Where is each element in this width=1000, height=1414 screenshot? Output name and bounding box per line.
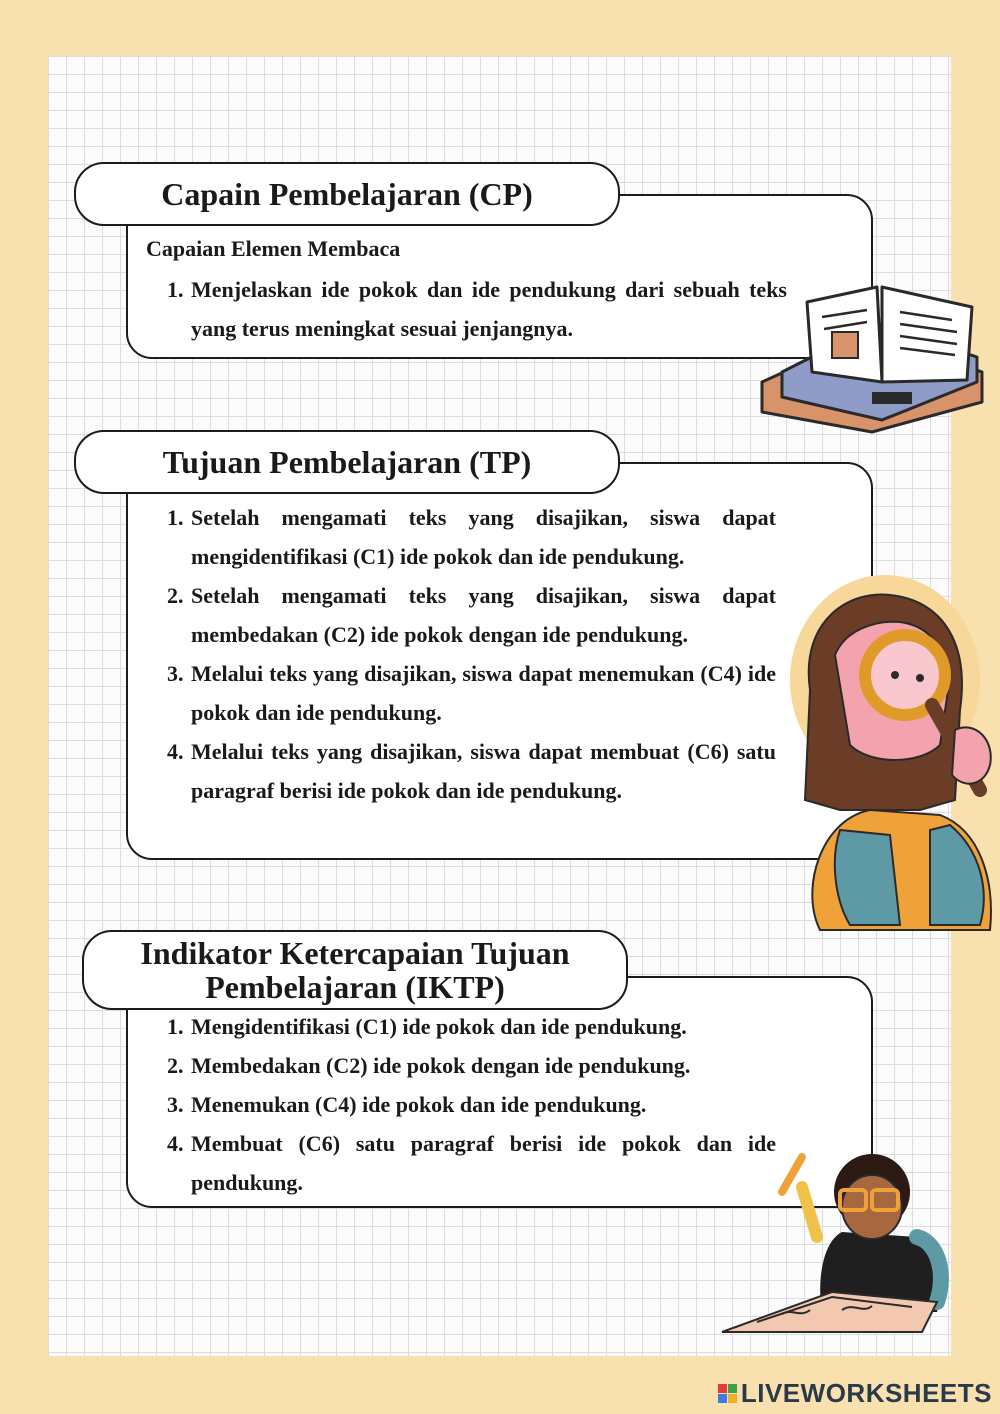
list-item: 2. Membedakan (C2) ide pokok dengan ide pendukung.	[167, 1053, 691, 1078]
tp-title-tag	[74, 430, 620, 494]
list-item: 1. Mengidentifikasi (C1) ide pokok dan ide pendukung.	[167, 1014, 687, 1039]
list-item: 1. Setelah mengamati teks yang disajikan, siswa dapat mengidentifikasi (C1) ide pokok dan ide pendukung.	[167, 505, 776, 569]
cp-title-tag	[74, 162, 620, 226]
brand-label: LIVEWORKSHEETS	[740, 1377, 992, 1408]
girl-magnifier-illustration	[780, 560, 1000, 930]
list-item: 2. Setelah mengamati teks yang disajikan, siswa dapat membedakan (C2) ide pokok dengan ide pendukung.	[167, 583, 776, 647]
list-item: 4. Melalui teks yang disajikan, siswa dapat membuat (C6) satu paragraf berisi ide pokok dan ide pendukung.	[167, 739, 776, 803]
books-illustration	[752, 262, 992, 432]
liveworksheets-brand[interactable]	[718, 1378, 992, 1408]
list-item: 3. Melalui teks yang disajikan, siswa dapat menemukan (C4) ide pokok dan ide pendukung.	[167, 661, 776, 725]
tp-title: Tujuan Pembelajaran (TP)	[162, 443, 532, 480]
boy-reading-illustration	[722, 1132, 952, 1332]
liveworksheets-logo-icon	[718, 1384, 737, 1403]
iktp-title-line1: Indikator Ketercapaian Tujuan	[140, 935, 570, 971]
list-item: 1. Menjelaskan ide pokok dan ide pendukung dari sebuah teks yang terus meningkat sesuai jenjangnya.	[167, 277, 787, 341]
iktp-title-tag	[82, 930, 628, 1010]
cp-title: Capain Pembelajaran (CP)	[161, 175, 533, 212]
cp-list	[167, 270, 787, 348]
list-item: 4. Membuat (C6) satu paragraf berisi ide pokok dan ide pendukung.	[167, 1131, 776, 1195]
cp-subtitle: Capaian Elemen Membaca	[146, 236, 401, 261]
tp-list	[167, 498, 776, 810]
iktp-list	[167, 1007, 776, 1202]
iktp-title-line2: Pembelajaran (IKTP)	[205, 969, 505, 1005]
list-item: 3. Menemukan (C4) ide pokok dan ide pendukung.	[167, 1092, 647, 1117]
